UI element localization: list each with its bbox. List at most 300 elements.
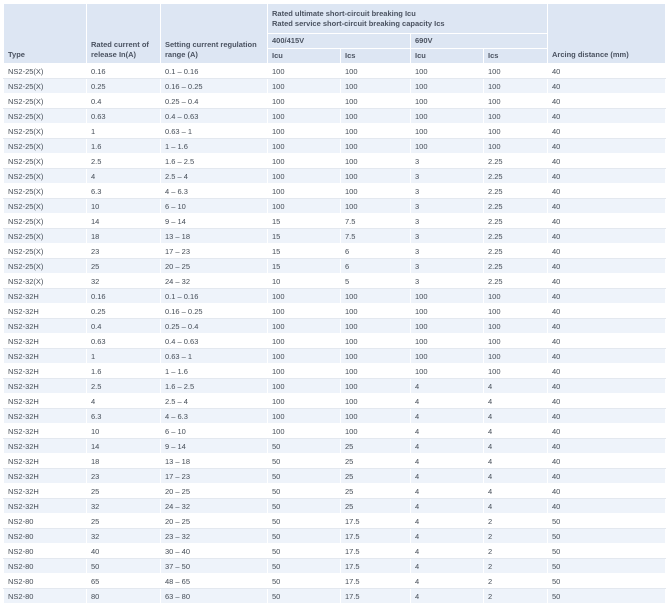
cell-ics-400: 17.5 — [341, 559, 411, 574]
table-row — [4, 79, 666, 94]
cell-ics-400: 5 — [341, 274, 411, 289]
cell-type: NS2-25(X) — [4, 184, 87, 199]
cell-icu-690: 4 — [411, 484, 484, 499]
table-row — [4, 259, 666, 274]
cell-icu-690: 4 — [411, 529, 484, 544]
cell-ics-400: 100 — [341, 289, 411, 304]
cell-arcing-distance: 40 — [548, 109, 666, 124]
cell-ics-690: 2.25 — [484, 154, 548, 169]
cell-type: NS2-32H — [4, 454, 87, 469]
cell-rated-current: 0.63 — [87, 109, 161, 124]
cell-icu-690: 100 — [411, 79, 484, 94]
table-row — [4, 244, 666, 259]
cell-arcing-distance: 40 — [548, 229, 666, 244]
cell-setting-range: 0.63 – 1 — [161, 124, 268, 139]
cell-type: NS2-25(X) — [4, 79, 87, 94]
cell-rated-current: 4 — [87, 169, 161, 184]
cell-icu-690: 4 — [411, 469, 484, 484]
cell-arcing-distance: 40 — [548, 364, 666, 379]
cell-ics-400: 17.5 — [341, 574, 411, 589]
cell-setting-range: 1 – 1.6 — [161, 364, 268, 379]
cell-type: NS2-32H — [4, 334, 87, 349]
header-voltage-690: 690V — [411, 34, 548, 49]
cell-setting-range: 1 – 1.6 — [161, 139, 268, 154]
cell-rated-current: 32 — [87, 529, 161, 544]
cell-arcing-distance: 40 — [548, 274, 666, 289]
cell-ics-400: 17.5 — [341, 529, 411, 544]
cell-setting-range: 0.1 – 0.16 — [161, 289, 268, 304]
cell-arcing-distance: 40 — [548, 154, 666, 169]
cell-ics-690: 2.25 — [484, 229, 548, 244]
cell-arcing-distance: 40 — [548, 334, 666, 349]
cell-icu-400: 100 — [268, 199, 341, 214]
cell-rated-current: 25 — [87, 514, 161, 529]
cell-rated-current: 10 — [87, 424, 161, 439]
cell-icu-400: 100 — [268, 139, 341, 154]
header-breaking-line1: Rated ultimate short-circuit breaking Icu — [272, 8, 416, 18]
cell-type: NS2-80 — [4, 529, 87, 544]
cell-icu-690: 3 — [411, 169, 484, 184]
cell-arcing-distance: 40 — [548, 64, 666, 79]
cell-rated-current: 2.5 — [87, 379, 161, 394]
cell-setting-range: 0.16 – 0.25 — [161, 79, 268, 94]
cell-setting-range: 20 – 25 — [161, 514, 268, 529]
cell-type: NS2-32H — [4, 499, 87, 514]
cell-setting-range: 1.6 – 2.5 — [161, 379, 268, 394]
cell-arcing-distance: 40 — [548, 379, 666, 394]
cell-ics-400: 100 — [341, 139, 411, 154]
cell-type: NS2-32H — [4, 394, 87, 409]
cell-icu-690: 100 — [411, 289, 484, 304]
cell-arcing-distance: 40 — [548, 139, 666, 154]
cell-icu-690: 4 — [411, 514, 484, 529]
cell-ics-400: 7.5 — [341, 229, 411, 244]
cell-icu-400: 100 — [268, 379, 341, 394]
cell-icu-690: 3 — [411, 244, 484, 259]
cell-rated-current: 0.4 — [87, 94, 161, 109]
cell-icu-690: 100 — [411, 64, 484, 79]
cell-type: NS2-25(X) — [4, 199, 87, 214]
cell-arcing-distance: 50 — [548, 589, 666, 604]
cell-setting-range: 6 – 10 — [161, 424, 268, 439]
cell-icu-400: 100 — [268, 109, 341, 124]
cell-icu-400: 50 — [268, 499, 341, 514]
cell-ics-690: 100 — [484, 109, 548, 124]
cell-icu-690: 3 — [411, 259, 484, 274]
table-row — [4, 304, 666, 319]
cell-rated-current: 18 — [87, 229, 161, 244]
cell-icu-400: 100 — [268, 364, 341, 379]
header-icu-690: Icu — [411, 49, 484, 64]
cell-ics-400: 25 — [341, 499, 411, 514]
cell-arcing-distance: 40 — [548, 214, 666, 229]
cell-rated-current: 6.3 — [87, 409, 161, 424]
cell-rated-current: 0.16 — [87, 289, 161, 304]
cell-ics-690: 2.25 — [484, 274, 548, 289]
cell-rated-current: 1.6 — [87, 139, 161, 154]
cell-arcing-distance: 40 — [548, 484, 666, 499]
table-row — [4, 559, 666, 574]
table-row — [4, 289, 666, 304]
cell-icu-690: 4 — [411, 499, 484, 514]
table-row — [4, 109, 666, 124]
cell-icu-400: 50 — [268, 484, 341, 499]
table-row — [4, 154, 666, 169]
cell-icu-400: 100 — [268, 154, 341, 169]
cell-rated-current: 18 — [87, 454, 161, 469]
cell-type: NS2-80 — [4, 589, 87, 604]
cell-icu-400: 15 — [268, 244, 341, 259]
cell-type: NS2-32H — [4, 289, 87, 304]
cell-ics-690: 2.25 — [484, 259, 548, 274]
cell-type: NS2-25(X) — [4, 169, 87, 184]
table-row — [4, 184, 666, 199]
cell-setting-range: 9 – 14 — [161, 214, 268, 229]
cell-type: NS2-32H — [4, 304, 87, 319]
cell-rated-current: 4 — [87, 394, 161, 409]
cell-icu-400: 15 — [268, 259, 341, 274]
cell-setting-range: 20 – 25 — [161, 484, 268, 499]
cell-type: NS2-25(X) — [4, 214, 87, 229]
cell-rated-current: 0.16 — [87, 64, 161, 79]
cell-ics-400: 100 — [341, 124, 411, 139]
cell-rated-current: 25 — [87, 484, 161, 499]
cell-ics-690: 4 — [484, 484, 548, 499]
cell-setting-range: 37 – 50 — [161, 559, 268, 574]
cell-ics-690: 2 — [484, 589, 548, 604]
cell-type: NS2-25(X) — [4, 154, 87, 169]
cell-arcing-distance: 40 — [548, 424, 666, 439]
cell-type: NS2-80 — [4, 514, 87, 529]
table-row — [4, 574, 666, 589]
cell-icu-400: 50 — [268, 574, 341, 589]
cell-icu-400: 50 — [268, 589, 341, 604]
cell-arcing-distance: 40 — [548, 349, 666, 364]
cell-ics-400: 6 — [341, 244, 411, 259]
cell-type: NS2-25(X) — [4, 259, 87, 274]
cell-icu-400: 100 — [268, 349, 341, 364]
cell-ics-690: 100 — [484, 349, 548, 364]
cell-setting-range: 9 – 14 — [161, 439, 268, 454]
cell-ics-400: 25 — [341, 484, 411, 499]
cell-icu-400: 100 — [268, 304, 341, 319]
cell-ics-400: 25 — [341, 454, 411, 469]
cell-ics-690: 100 — [484, 79, 548, 94]
cell-icu-690: 3 — [411, 274, 484, 289]
table-row — [4, 64, 666, 79]
cell-ics-690: 4 — [484, 379, 548, 394]
cell-type: NS2-32H — [4, 349, 87, 364]
cell-rated-current: 40 — [87, 544, 161, 559]
table-row — [4, 319, 666, 334]
cell-icu-690: 100 — [411, 349, 484, 364]
cell-ics-690: 2.25 — [484, 199, 548, 214]
cell-icu-690: 100 — [411, 304, 484, 319]
cell-ics-690: 4 — [484, 454, 548, 469]
table-row — [4, 214, 666, 229]
cell-setting-range: 0.4 – 0.63 — [161, 109, 268, 124]
cell-icu-690: 3 — [411, 229, 484, 244]
cell-arcing-distance: 40 — [548, 289, 666, 304]
table-row — [4, 199, 666, 214]
cell-icu-400: 100 — [268, 79, 341, 94]
cell-type: NS2-25(X) — [4, 64, 87, 79]
cell-ics-690: 4 — [484, 439, 548, 454]
cell-arcing-distance: 40 — [548, 409, 666, 424]
cell-icu-400: 100 — [268, 394, 341, 409]
cell-ics-690: 100 — [484, 124, 548, 139]
table-row — [4, 394, 666, 409]
cell-setting-range: 2.5 – 4 — [161, 169, 268, 184]
cell-setting-range: 0.1 – 0.16 — [161, 64, 268, 79]
cell-icu-690: 4 — [411, 394, 484, 409]
cell-icu-690: 3 — [411, 199, 484, 214]
cell-arcing-distance: 40 — [548, 394, 666, 409]
cell-type: NS2-32H — [4, 379, 87, 394]
cell-setting-range: 17 – 23 — [161, 469, 268, 484]
cell-setting-range: 13 – 18 — [161, 229, 268, 244]
cell-icu-400: 100 — [268, 289, 341, 304]
header-breaking-line2: Rated service short-circuit breaking capacity Ics — [272, 18, 445, 28]
cell-type: NS2-25(X) — [4, 94, 87, 109]
cell-ics-690: 100 — [484, 334, 548, 349]
cell-icu-400: 100 — [268, 169, 341, 184]
cell-ics-400: 100 — [341, 409, 411, 424]
cell-ics-400: 100 — [341, 394, 411, 409]
cell-ics-400: 25 — [341, 469, 411, 484]
cell-ics-400: 100 — [341, 199, 411, 214]
cell-arcing-distance: 50 — [548, 559, 666, 574]
table-row — [4, 274, 666, 289]
cell-ics-400: 100 — [341, 319, 411, 334]
cell-setting-range: 24 – 32 — [161, 499, 268, 514]
cell-type: NS2-32H — [4, 484, 87, 499]
cell-icu-690: 100 — [411, 139, 484, 154]
table-header — [4, 4, 666, 64]
specification-table — [3, 3, 666, 604]
cell-rated-current: 0.25 — [87, 304, 161, 319]
cell-rated-current: 10 — [87, 199, 161, 214]
cell-icu-690: 3 — [411, 184, 484, 199]
cell-arcing-distance: 40 — [548, 94, 666, 109]
cell-icu-690: 100 — [411, 334, 484, 349]
cell-icu-400: 10 — [268, 274, 341, 289]
cell-icu-690: 100 — [411, 319, 484, 334]
cell-ics-690: 100 — [484, 289, 548, 304]
cell-setting-range: 24 – 32 — [161, 274, 268, 289]
cell-ics-400: 100 — [341, 334, 411, 349]
cell-arcing-distance: 40 — [548, 439, 666, 454]
cell-ics-400: 100 — [341, 154, 411, 169]
table-row — [4, 139, 666, 154]
cell-icu-400: 50 — [268, 559, 341, 574]
cell-type: NS2-80 — [4, 544, 87, 559]
cell-ics-400: 100 — [341, 349, 411, 364]
cell-ics-690: 100 — [484, 364, 548, 379]
table-row — [4, 514, 666, 529]
cell-icu-690: 3 — [411, 154, 484, 169]
table-row — [4, 364, 666, 379]
cell-icu-690: 4 — [411, 544, 484, 559]
cell-setting-range: 0.63 – 1 — [161, 349, 268, 364]
cell-arcing-distance: 40 — [548, 124, 666, 139]
cell-icu-690: 4 — [411, 424, 484, 439]
cell-icu-400: 100 — [268, 94, 341, 109]
cell-ics-690: 100 — [484, 94, 548, 109]
cell-icu-400: 50 — [268, 514, 341, 529]
cell-rated-current: 0.25 — [87, 79, 161, 94]
cell-rated-current: 14 — [87, 214, 161, 229]
cell-type: NS2-80 — [4, 574, 87, 589]
table-row — [4, 334, 666, 349]
cell-icu-400: 100 — [268, 64, 341, 79]
table-row — [4, 454, 666, 469]
table-row — [4, 94, 666, 109]
cell-icu-400: 100 — [268, 319, 341, 334]
cell-arcing-distance: 40 — [548, 454, 666, 469]
cell-icu-400: 50 — [268, 454, 341, 469]
cell-setting-range: 0.16 – 0.25 — [161, 304, 268, 319]
cell-ics-400: 17.5 — [341, 589, 411, 604]
cell-ics-690: 4 — [484, 499, 548, 514]
cell-arcing-distance: 50 — [548, 514, 666, 529]
cell-icu-400: 50 — [268, 439, 341, 454]
cell-type: NS2-25(X) — [4, 229, 87, 244]
cell-type: NS2-32H — [4, 439, 87, 454]
cell-type: NS2-32H — [4, 469, 87, 484]
cell-arcing-distance: 40 — [548, 304, 666, 319]
cell-ics-400: 6 — [341, 259, 411, 274]
cell-type: NS2-32(X) — [4, 274, 87, 289]
cell-setting-range: 17 – 23 — [161, 244, 268, 259]
cell-ics-690: 2.25 — [484, 184, 548, 199]
table-row — [4, 169, 666, 184]
cell-type: NS2-25(X) — [4, 244, 87, 259]
cell-rated-current: 6.3 — [87, 184, 161, 199]
cell-ics-690: 4 — [484, 394, 548, 409]
cell-rated-current: 65 — [87, 574, 161, 589]
cell-ics-400: 100 — [341, 364, 411, 379]
cell-ics-690: 2.25 — [484, 169, 548, 184]
cell-arcing-distance: 40 — [548, 169, 666, 184]
table-row — [4, 499, 666, 514]
cell-ics-400: 100 — [341, 64, 411, 79]
cell-icu-690: 3 — [411, 214, 484, 229]
cell-type: NS2-25(X) — [4, 139, 87, 154]
table-row — [4, 379, 666, 394]
table-row — [4, 349, 666, 364]
table-row — [4, 124, 666, 139]
cell-arcing-distance: 40 — [548, 184, 666, 199]
cell-icu-690: 100 — [411, 109, 484, 124]
cell-arcing-distance: 50 — [548, 529, 666, 544]
cell-arcing-distance: 40 — [548, 244, 666, 259]
header-setting-range: Setting current regulation range (A) — [161, 4, 268, 64]
cell-ics-690: 100 — [484, 304, 548, 319]
cell-type: NS2-32H — [4, 424, 87, 439]
header-type: Type — [4, 4, 87, 64]
cell-arcing-distance: 40 — [548, 499, 666, 514]
cell-setting-range: 6 – 10 — [161, 199, 268, 214]
cell-rated-current: 1 — [87, 124, 161, 139]
cell-ics-690: 2 — [484, 559, 548, 574]
cell-icu-690: 4 — [411, 379, 484, 394]
cell-type: NS2-25(X) — [4, 109, 87, 124]
cell-rated-current: 23 — [87, 244, 161, 259]
cell-setting-range: 1.6 – 2.5 — [161, 154, 268, 169]
table-row — [4, 469, 666, 484]
cell-icu-690: 4 — [411, 574, 484, 589]
table-row — [4, 409, 666, 424]
cell-setting-range: 0.25 – 0.4 — [161, 319, 268, 334]
table-row — [4, 439, 666, 454]
cell-ics-400: 17.5 — [341, 514, 411, 529]
cell-rated-current: 25 — [87, 259, 161, 274]
cell-ics-690: 100 — [484, 64, 548, 79]
cell-setting-range: 4 – 6.3 — [161, 409, 268, 424]
cell-ics-690: 100 — [484, 139, 548, 154]
header-breaking-capacity — [268, 4, 548, 34]
header-voltage-400: 400/415V — [268, 34, 411, 49]
cell-icu-400: 50 — [268, 529, 341, 544]
header-arcing-distance: Arcing distance (mm) — [548, 4, 666, 64]
header-icu-400: Icu — [268, 49, 341, 64]
cell-icu-400: 100 — [268, 184, 341, 199]
cell-ics-690: 2.25 — [484, 214, 548, 229]
cell-arcing-distance: 40 — [548, 199, 666, 214]
header-ics-400: Ics — [341, 49, 411, 64]
cell-rated-current: 50 — [87, 559, 161, 574]
cell-setting-range: 23 – 32 — [161, 529, 268, 544]
cell-setting-range: 0.25 – 0.4 — [161, 94, 268, 109]
table-row — [4, 589, 666, 604]
header-ics-690: Ics — [484, 49, 548, 64]
cell-type: NS2-25(X) — [4, 124, 87, 139]
cell-ics-400: 7.5 — [341, 214, 411, 229]
cell-icu-690: 4 — [411, 454, 484, 469]
cell-setting-range: 4 – 6.3 — [161, 184, 268, 199]
cell-ics-400: 17.5 — [341, 544, 411, 559]
cell-arcing-distance: 50 — [548, 574, 666, 589]
table-row — [4, 424, 666, 439]
cell-rated-current: 80 — [87, 589, 161, 604]
cell-arcing-distance: 40 — [548, 79, 666, 94]
cell-ics-400: 100 — [341, 304, 411, 319]
cell-rated-current: 32 — [87, 274, 161, 289]
table-row — [4, 484, 666, 499]
cell-rated-current: 23 — [87, 469, 161, 484]
cell-icu-400: 100 — [268, 409, 341, 424]
cell-ics-690: 4 — [484, 469, 548, 484]
cell-ics-400: 100 — [341, 109, 411, 124]
cell-rated-current: 0.4 — [87, 319, 161, 334]
cell-icu-400: 100 — [268, 334, 341, 349]
cell-ics-690: 2 — [484, 529, 548, 544]
cell-ics-690: 2 — [484, 574, 548, 589]
cell-ics-690: 2 — [484, 544, 548, 559]
cell-ics-690: 2 — [484, 514, 548, 529]
table-body — [4, 64, 666, 604]
header-rated-current: Rated current of release In(A) — [87, 4, 161, 64]
cell-type: NS2-32H — [4, 319, 87, 334]
cell-arcing-distance: 50 — [548, 544, 666, 559]
table-row — [4, 529, 666, 544]
cell-type: NS2-80 — [4, 559, 87, 574]
cell-ics-400: 100 — [341, 379, 411, 394]
cell-icu-400: 100 — [268, 424, 341, 439]
cell-icu-690: 100 — [411, 94, 484, 109]
cell-setting-range: 2.5 – 4 — [161, 394, 268, 409]
